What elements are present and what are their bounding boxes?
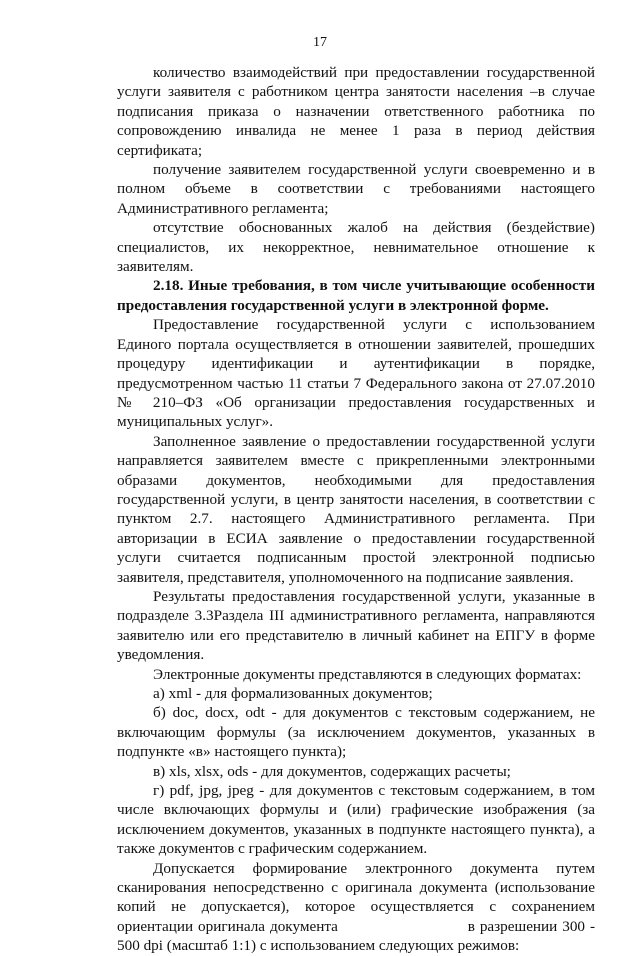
paragraph-1: количество взаимодействий при предоставлении государственной услуги заявителя с работником центра занятости населения –в случае подписания приказа о назначении ответственного работника по сопровождению инвалида не менее 1 раза в период действия сертификата;: [117, 64, 595, 159]
paragraph-3: отсутствие обоснованных жалоб на действия (бездействие) специалистов, их некорректное, невнимательное отношение к заявителям.: [117, 219, 595, 276]
paragraph-4: Предоставление государственной услуги с использованием Единого портала осуществляется в отношении заявителей, прошедших процедуру идентификации и аутентификации в порядке, предусмотренном частью 11 статьи 7 Федерального закона от 27.07.2010 № 210–ФЗ «Об организации предоставления государственных и муниципальных услуг».: [117, 316, 595, 431]
paragraph-6: Результаты предоставления государственной услуги, указанные в подразделе 3.3Раздела III административного регламента, направляются заявителю или его представителю в личный кабинет на ЕПГУ в форме уведомления.: [117, 587, 595, 664]
paragraph-12-part-2: в разрешении 300 - 500 dpi (масштаб 1:1) с использованием следующих режимов:: [117, 917, 595, 955]
section-heading: 2.18. Иные требования, в том числе учитывающие особенности предоставления государственной услуги в электронной форме.: [117, 277, 595, 314]
list-item-v: в) xls, xlsx, ods - для документов, содержащих расчеты;: [153, 762, 511, 780]
paragraph-2: получение заявителем государственной услуги своевременно и в полном объеме в соответствии с требованиями настоящего Административного регламента;: [117, 161, 595, 217]
document-body: [117, 63, 595, 956]
paragraph-7: Электронные документы представляются в следующих форматах:: [153, 665, 582, 683]
paragraph-5: Заполненное заявление о предоставлении государственной услуги направляется заявителем вместе с прикрепленными электронными образами документов, необходимыми для предоставления государственной услуги, в центр занятости населения, в соответствии с пунктом 2.7. настоящего Административного регламента. При авторизации в ЕСИА заявление о предоставлении государственной услуги считается подписанным простой электронной подписью заявителя, представителя, уполномоченного на подписание заявления.: [117, 432, 595, 586]
list-item-g: г) pdf, jpg, jpeg - для документов с текстовым содержанием, в том числе включающих формулы и (или) графические изображения (за исключением документов, указанных в подпункте настоящего пункта), а также документов с графическим содержанием.: [117, 782, 595, 858]
paragraph-12: [117, 859, 595, 956]
list-item-a: а) xml - для формализованных документов;: [153, 685, 433, 702]
list-item-b: б) doc, docx, odt - для документов с текстовым содержанием, не включающим формулы (за исключением документов, указанных в подпункте «в» настоящего пункта);: [117, 704, 595, 761]
page-number: 17: [313, 35, 327, 50]
paragraph-12-part-1: Допускается формирование электронного документа путем сканирования непосредственно с оригинала документа (использование копий не допускается), которое осуществляется с сохранением ориентации оригинала документа: [117, 859, 595, 935]
